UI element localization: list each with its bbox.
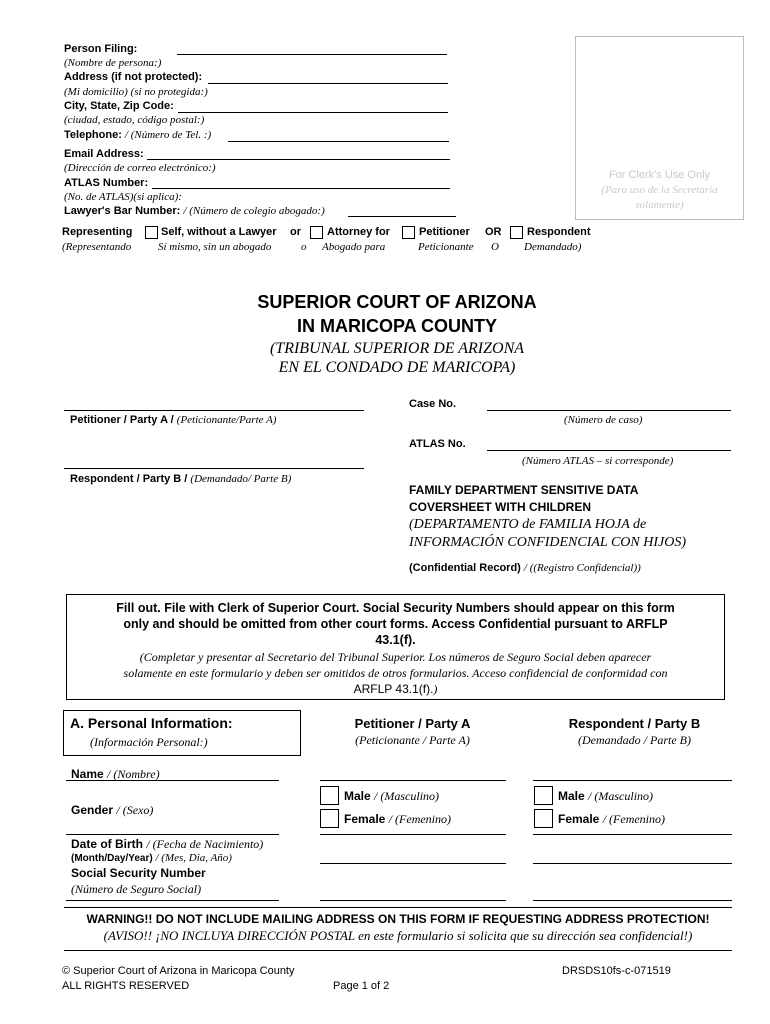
or2-label-es: O	[491, 241, 499, 253]
respondent-female-label-es: / (Femenino)	[602, 812, 666, 826]
petitioner-female-row	[344, 812, 451, 827]
telephone-label-es: / (Número de Tel. :)	[124, 129, 212, 141]
warning-line1-es: (AVISO!! ¡NO INCLUYA DIRECCIÓN POSTAL en este formulario si solicita que su dirección sea confidencial!)	[103, 928, 693, 943]
name-label-underline	[66, 780, 279, 781]
ssn-label-underline	[66, 900, 279, 901]
petitioner-dob-input[interactable]	[320, 863, 506, 864]
gender-row	[71, 803, 153, 818]
email-label-es: (Dirección de correo electrónico:)	[64, 162, 216, 174]
person-filing-label: Person Filing:	[64, 43, 138, 55]
doc-title-line2: COVERSHEET WITH CHILDREN	[409, 500, 592, 514]
dob-row	[71, 837, 263, 852]
footer-form-id: DRSDS10fs-c-071519	[562, 965, 671, 977]
name-label: Name	[71, 767, 104, 781]
respondent-male-checkbox[interactable]	[534, 786, 553, 805]
respondent-checkbox[interactable]	[510, 226, 523, 239]
atlas-field[interactable]	[152, 188, 450, 189]
case-no-label: Case No.	[409, 398, 457, 410]
respondent-female-checkbox[interactable]	[534, 809, 553, 828]
col-respondent-es: (Demandado / Parte B)	[578, 733, 691, 747]
respondent-label: Respondent	[527, 226, 591, 238]
dob-format-es: / (Mes, Dia, Año)	[155, 852, 232, 864]
bar-field[interactable]	[348, 216, 456, 217]
instructions-line2-es: solamente en este formulario y deben ser omitidos de otros formularios. Acceso confidencial de conformidad con	[123, 666, 668, 680]
atlas-no-field[interactable]	[487, 450, 731, 451]
self-checkbox[interactable]	[145, 226, 158, 239]
doc-title-es	[409, 516, 686, 552]
court-title-es-line2: EN EL CONDADO DE MARICOPA)	[278, 359, 516, 376]
atlas-no-label: ATLAS No.	[409, 438, 466, 450]
bar-label: Lawyer's Bar Number:	[64, 205, 181, 217]
address-label-es: (Mi domicilio) (si no protegida:)	[64, 86, 208, 98]
col-petitioner: Petitioner / Party A	[354, 716, 471, 731]
address-label: Address (if not protected):	[64, 71, 203, 83]
respondent-party-row	[70, 473, 291, 485]
court-title-es-line1: (TRIBUNAL SUPERIOR DE ARIZONA	[269, 340, 525, 357]
respondent-female-row	[558, 812, 665, 827]
or-label-es: o	[301, 241, 307, 253]
instructions-line3: 43.1(f).	[375, 633, 416, 647]
respondent-name-field[interactable]	[64, 468, 364, 469]
respondent-male-row	[558, 789, 653, 804]
telephone-field[interactable]	[228, 141, 449, 142]
clerk-line1: For Clerk's Use Only	[608, 169, 711, 181]
petitioner-male-label-es: / (Masculino)	[374, 789, 440, 803]
petitioner-name-field[interactable]	[64, 410, 364, 411]
petitioner-female-checkbox[interactable]	[320, 809, 339, 828]
instructions-line1-es: (Completar y presentar al Secretario del Tribunal Superior. Los números de Seguro Social deben aparecer	[139, 650, 652, 664]
petitioner-label: Petitioner	[419, 226, 470, 238]
footer-rights: ALL RIGHTS RESERVED	[62, 980, 190, 992]
confidential-row	[409, 562, 641, 574]
confidential-label-es: / ((Registro Confidencial))	[523, 562, 641, 574]
col-respondent: Respondent / Party B	[568, 716, 701, 731]
petitioner-male-checkbox[interactable]	[320, 786, 339, 805]
section-a-title: A. Personal Information:	[70, 715, 233, 731]
respondent-party-label: Respondent / Party B /	[70, 473, 188, 485]
email-field[interactable]	[147, 159, 450, 160]
bar-row	[64, 205, 325, 217]
doc-title-es-line1: (DEPARTAMENTO de FAMILIA HOJA de	[409, 517, 647, 532]
confidential-label: (Confidential Record)	[409, 562, 521, 574]
dob-label-es: / (Fecha de Nacimiento)	[146, 837, 264, 851]
doc-title-line1: FAMILY DEPARTMENT SENSITIVE DATA	[409, 483, 639, 497]
petitioner-male-row	[344, 789, 439, 804]
petitioner-party-row	[70, 414, 276, 426]
representing-label-es: (Representando	[62, 241, 132, 253]
bar-label-es: / (Número de colegio abogado:)	[183, 205, 325, 217]
city-field[interactable]	[178, 112, 448, 113]
petitioner-male-label: Male	[344, 789, 371, 803]
clerk-line2: (Para uso de la Secretaria	[601, 184, 718, 196]
attorney-label: Attorney for	[327, 226, 390, 238]
court-title-line1: SUPERIOR COURT OF ARIZONA	[257, 292, 537, 312]
city-label: City, State, Zip Code:	[64, 100, 174, 112]
warning-line1: WARNING!! DO NOT INCLUDE MAILING ADDRESS ON THIS FORM IF REQUESTING ADDRESS PROTECTION!	[86, 912, 710, 926]
petitioner-female-label: Female	[344, 812, 386, 826]
case-no-field[interactable]	[487, 410, 731, 411]
instructions-line3-es: ARFLP 43.1(f).	[353, 682, 434, 696]
ssn-label-es: (Número de Seguro Social)	[71, 882, 202, 896]
petitioner-female-label-es: / (Femenino)	[388, 812, 452, 826]
petitioner-name-input[interactable]	[320, 780, 506, 781]
petitioner-label-es: Peticionante	[418, 241, 474, 253]
email-label: Email Address:	[64, 148, 144, 160]
petitioner-ssn-input[interactable]	[320, 900, 506, 901]
atlas-no-label-es: (Número ATLAS – si corresponde)	[522, 455, 674, 467]
section-a-title-es: (Información Personal:)	[90, 735, 208, 749]
section-a-header	[63, 710, 301, 756]
clerk-line3: solamente)	[635, 199, 684, 211]
self-label-es: Sí mismo, sin un abogado	[158, 241, 272, 253]
person-filing-field[interactable]	[177, 54, 447, 55]
warning-box	[64, 907, 732, 951]
self-label: Self, without a Lawyer	[161, 226, 277, 238]
gender-label-underline	[66, 834, 279, 835]
person-filing-label-es: (Nombre de persona:)	[64, 57, 162, 69]
dob-format: (Month/Day/Year)	[71, 853, 153, 864]
petitioner-party-label: Petitioner / Party A /	[70, 414, 174, 426]
atlas-label: ATLAS Number:	[64, 177, 149, 189]
city-label-es: (ciudad, estado, código postal:)	[64, 114, 205, 126]
gender-label-es: / (Sexo)	[116, 803, 154, 817]
gender-label: Gender	[71, 803, 114, 817]
petitioner-party-label-es: (Peticionante/Parte A)	[176, 414, 277, 426]
doc-title	[409, 482, 638, 516]
or2-label: OR	[485, 226, 502, 238]
instructions-line3-es-end: )	[433, 682, 438, 696]
doc-title-es-line2: INFORMACIÓN CONFIDENCIAL CON HIJOS)	[409, 535, 687, 550]
case-no-label-es: (Número de caso)	[564, 414, 643, 426]
respondent-female-label: Female	[558, 812, 600, 826]
dob-format-row	[71, 852, 232, 864]
or-label: or	[290, 226, 301, 238]
petitioner-checkbox[interactable]	[402, 226, 415, 239]
instructions-line1: Fill out. File with Clerk of Superior Court. Social Security Numbers should appear on this form	[116, 601, 675, 615]
instructions-box	[66, 594, 725, 700]
representing-label: Representing	[62, 226, 133, 238]
name-label-es: / (Nombre)	[107, 767, 160, 781]
attorney-checkbox[interactable]	[310, 226, 323, 239]
footer-copyright: © Superior Court of Arizona in Maricopa County	[62, 965, 295, 977]
gender-divider-petitioner	[320, 834, 506, 835]
footer-page: Page 1 of 2	[333, 980, 390, 992]
respondent-name-input[interactable]	[533, 780, 732, 781]
ssn-label: Social Security Number	[71, 866, 206, 880]
instructions-line2: only and should be omitted from other court forms. Access Confidential pursuant to ARFLP	[123, 617, 668, 631]
court-title-es	[200, 339, 594, 377]
clerk-use-box	[575, 36, 744, 220]
atlas-label-es: (No. de ATLAS)(si aplica):	[64, 191, 182, 203]
col-petitioner-es: (Peticionante / Parte A)	[355, 733, 470, 747]
address-field[interactable]	[208, 83, 448, 84]
respondent-dob-input[interactable]	[533, 863, 732, 864]
court-title-line2: IN MARICOPA COUNTY	[297, 316, 497, 336]
respondent-male-label: Male	[558, 789, 585, 803]
telephone-label: Telephone:	[64, 129, 122, 141]
respondent-ssn-input[interactable]	[533, 900, 732, 901]
dob-label: Date of Birth	[71, 837, 143, 851]
gender-divider-respondent	[533, 834, 732, 835]
telephone-row	[64, 129, 211, 141]
respondent-label-es: Demandado)	[524, 241, 582, 253]
attorney-label-es: Abogado para	[322, 241, 386, 253]
respondent-party-label-es: (Demandado/ Parte B)	[190, 473, 292, 485]
court-title	[200, 290, 594, 338]
respondent-male-label-es: / (Masculino)	[588, 789, 654, 803]
